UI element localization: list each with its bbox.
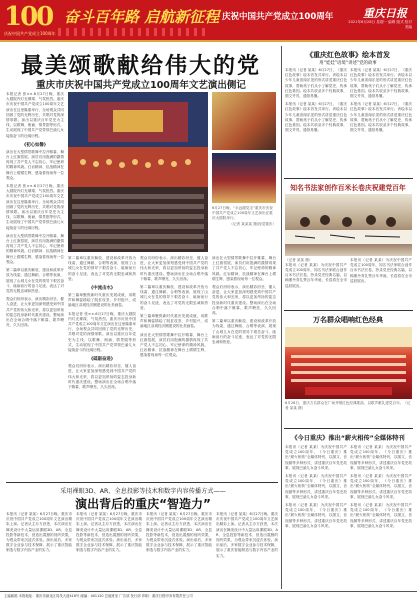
article-text: 第三篇章聚焦新时代重庆发展成就，用歌声和舞姿描绘了脱贫攻坚、乡村振兴、成渝地区双城经济圈建设的壮美画卷。 xyxy=(68,293,136,308)
issue-info: 2021年6月28日 星期一 编辑 版式 校对 美编 xyxy=(348,20,412,29)
bottom-kicker: 采用裸眼3D、AR、全息投影等技术和数字内容传播方式—— xyxy=(60,488,226,495)
article-text: 本报讯（记者 某某）为庆祝中国共产党成立100周年，知名书法家联合创作百米书法长卷，抄录党史经典名篇，以翰墨丹青礼赞百年华诞，长卷将在全市巡回展出。 xyxy=(285,262,347,288)
bottom-column-3 xyxy=(146,512,212,589)
article3-caption-block xyxy=(285,401,412,425)
calligraphy-photo xyxy=(285,194,412,256)
bottom-column-1 xyxy=(6,512,72,589)
chorus-illustration xyxy=(285,327,412,399)
stage-illustration xyxy=(68,92,208,252)
article4-title: 《今日重庆》推出“薪火相传”全媒体特刊 xyxy=(291,435,405,442)
article-text: 本报记者 张××.6月27日晚，重庆大剧院内灯光璀璨、气氛热烈。重庆市庆祝中国共产党成立100周年文艺演出在这里隆重举行，全场观众共同回顾了党的光辉历史，共唱对党的深情颂歌。演出以重庆百年党史为主线，以歌舞、朗诵、情景剧等形式，生动展现了中国共产党带领巴渝儿女接续奋斗的壮阔历程。 xyxy=(6,184,64,230)
photo-credit: （记者 某某 摄） xyxy=(285,258,313,262)
masthead-banner xyxy=(0,0,417,40)
photo-caption: 6月27日晚，“永远跟党走”重庆市庆祝中国共产党成立100周年文艺演出在重庆大剧院举行。 xyxy=(212,206,273,220)
article-text: 演出在大型情景歌舞中拉开帷幕，舞台上红旗招展，演员们用饱满的激情再现了共产党人不忘初心、牢记使命的精神风貌。红岩精神、抗战精神在舞台上熠熠生辉，感染着现场每一位观众。 xyxy=(140,332,208,358)
section-divider xyxy=(284,428,413,429)
article-text: 本报记者 张××.6月27日晚，重庆大剧院内灯光璀璨、气氛热烈。重庆市庆祝中国共产党成立100周年文艺演出在这里隆重举行，全场观众共同回顾了党的光辉历史，共唱对党的深情颂歌。演出以重庆百年党史为主线，以歌舞、朗诵、情景剧等形式，生动展现了中国共产党带领巴渝儿女接续奋斗的壮阔历程。 xyxy=(68,311,136,353)
main-headline: 最美颂歌献给伟大的党 xyxy=(20,53,261,79)
article-text: 本报讯（记者 某某）6月27日，《重庆红色故事》绘本首发式举行。该绘本以少年儿童喜闻乐见的形式讲述重庆红色故事，帮助孩子们从小了解党史、传承红色基因。绘本共收录多个经典故事，图文并茂、通俗易懂。 xyxy=(285,68,347,99)
article-text: 观众们纷纷表示，演出精彩纷呈、催人奋进，让大家更加深刻感受到中国共产党的伟大和光荣，将以更加昂扬的姿态投身新时代重庆建设。整场演出在全场合唱中落下帷幕，歌声嘹亮，久久回荡。 xyxy=(212,285,276,316)
article-text: 观众们纷纷表示，演出精彩纷呈、催人奋进，让大家更加深刻感受到中国共产党的伟大和光荣，将以更加昂扬的姿态投身新时代重庆建设。整场演出在全场合唱中落下帷幕，歌声嘹亮，久久回荡。 xyxy=(68,364,136,390)
article-column-3 xyxy=(140,256,208,478)
article-text: 第二篇章以重庆解放、建设和改革开放为线索，通过舞蹈、合唱等表演，展现了山城儿女在党的领导下艰苦奋斗、砥砺前行的奋斗足迹，表达了对党的无限忠诚和热爱。 xyxy=(6,268,64,293)
article4-column-1 xyxy=(285,445,347,589)
article-text: 本报记者 张××.6月27日晚，重庆大剧院内灯光璀璨、气氛热烈。重庆市庆祝中国共产党成立100周年文艺演出在这里隆重举行，全场观众共同回顾了党的光辉历史，共唱对党的深情颂歌。演出以重庆百年党史为主线，以歌舞、朗诵、情景剧等形式，生动展现了中国共产党带领巴渝儿女接续奋斗的壮阔历程。 xyxy=(6,92,64,138)
section-title: 《砥砺奋进》 xyxy=(88,357,116,363)
article-text: 第二篇章以重庆解放、建设和改革开放为线索，通过舞蹈、合唱等表演，展现了山城儿女在党的领导下艰苦奋斗、砥砺前行的奋斗足迹，表达了对党的无限忠诚和热爱。 xyxy=(212,319,276,345)
article-text: 演出在大型情景歌舞中拉开帷幕，舞台上红旗招展，演员们用饱满的激情再现了共产党人不忘初心、牢记使命的精神风貌。红岩精神、抗战精神在舞台上熠熠生辉，感染着现场每一位观众。 xyxy=(212,256,276,281)
section-divider xyxy=(284,310,413,311)
article-text: 第三篇章聚焦新时代重庆发展成就，用歌声和舞姿描绘了脱贫攻坚、乡村振兴、成渝地区双城经济圈建设的壮美画卷。 xyxy=(140,314,208,329)
section-title: 《初心如磐》 xyxy=(21,142,49,148)
article-text: 本报讯（记者 某某）为庆祝中国共产党成立100周年，《今日重庆》推出“薪火相传”全媒体特刊，以图文、音视频等多种形式，讲述重庆百年党史故事，展现巴渝儿女奋斗风采。 xyxy=(350,445,412,470)
section-title: 《中流击水》 xyxy=(88,286,116,292)
main-subhead: 重庆市庆祝中国共产党成立100周年文艺演出侧记 xyxy=(36,80,246,91)
article-text: 本报讯（记者 某某）6月27日，《重庆红色故事》绘本首发式举行。该绘本以少年儿童喜闻乐见的形式讲述重庆红色故事，帮助孩子们从小了解党史、传承红色基因。绘本共收录多个经典故事，图文并茂、通俗易懂。 xyxy=(350,68,412,99)
article2-column-2 xyxy=(350,258,412,308)
article4-column-2 xyxy=(350,445,412,589)
article1-subtitle: 用“娃娃”语境“讲述”党的故事 xyxy=(319,61,377,66)
article1-title: 《重庆红色故事》绘本首发 xyxy=(306,51,390,59)
logo-subtitle: 庆祝中国共产党成立100周年 xyxy=(4,31,56,36)
article-text: 本报讯（记者 某某）6月27日，《重庆红色故事》绘本首发式举行。该绘本以少年儿童喜闻乐见的形式讲述重庆红色故事，帮助孩子们从小了解党史、传承红色基因。绘本共收录多个经典故事，图文并茂、通俗易懂。 xyxy=(285,102,347,133)
article-column-2 xyxy=(68,256,136,478)
article-text: 本报讯（记者 某某）为庆祝中国共产党成立100周年，《今日重庆》推出“薪火相传”全媒体特刊，以图文、音视频等多种形式，讲述重庆百年党史故事，展现巴渝儿女奋斗风采。 xyxy=(285,474,347,499)
article3-title: 万名群众唱响红色经典 xyxy=(313,316,383,324)
photo-credit: （记者 某某某 摄/视觉重庆） xyxy=(229,222,276,227)
article2-title: 知名书法家创作百米长卷庆祝建党百年 xyxy=(290,184,406,192)
article-text: 本报讯（记者 某某）为庆祝中国共产党成立100周年，《今日重庆》推出“薪火相传”全媒体特刊，以图文、音视频等多种形式，讲述重庆百年党史故事，展现巴渝儿女奋斗风采。 xyxy=(350,503,412,528)
article-text: 本报讯（记者 某某）为庆祝中国共产党成立100周年，《今日重庆》推出“薪火相传”全媒体特刊，以图文、音视频等多种形式，讲述重庆百年党史故事，展现巴渝儿女奋斗风采。 xyxy=(350,474,412,499)
article-text: 第二篇章以重庆解放、建设和改革开放为线索，通过舞蹈、合唱等表演，展现了山城儿女在党的领导下艰苦奋斗、砥砺前行的奋斗足迹，表达了对党的无限忠诚和热爱。 xyxy=(140,285,208,310)
article-text: 观众们纷纷表示，演出精彩纷呈、催人奋进，让大家更加深刻感受到中国共产党的伟大和光荣，将以更加昂扬的姿态投身新时代重庆建设。整场演出在全场合唱中落下帷幕，歌声嘹亮，久久回荡。 xyxy=(6,297,64,328)
photo-caption: 6月26日，重庆万名群众在广场齐唱红色经典歌曲，以歌声献礼建党百年。（记者 某某 摄） xyxy=(285,401,411,410)
photo-caption-block xyxy=(212,206,276,254)
section-divider xyxy=(284,178,413,179)
centenary-logo: 100 xyxy=(4,2,53,32)
article-text: 本报讯（记者 某某）为庆祝中国共产党成立100周年，《今日重庆》推出“薪火相传”全媒体特刊，以图文、音视频等多种形式，讲述重庆百年党史故事，展现巴渝儿女奋斗风采。 xyxy=(285,445,347,470)
masthead-slogan: 奋斗百年路 启航新征程 xyxy=(64,8,220,26)
article-text: 本报讯（记者 某某）6月27日，《重庆红色故事》绘本首发式举行。该绘本以少年儿童喜闻乐见的形式讲述重庆红色故事，帮助孩子们从小了解党史、传承红色基因。绘本共收录多个经典故事，图文并茂、通俗易懂。 xyxy=(350,102,412,133)
article-text: 本报讯（记者 某某）6月27日晚，重庆市庆祝中国共产党成立100周年文艺演出精彩上演。记者从主办方获悉，本次演出在舞美设计中大量运用裸眼3D、AR、全息投影等新技术，营造出震撼的视听效果，为观众带来沉浸式体验。演出前后，多家数字企业参与技术保障，展示了重庆智能制造与数字内容产业的实力。 xyxy=(6,512,72,553)
article-text: 观众们纷纷表示，演出精彩纷呈、催人奋进，让大家更加深刻感受到中国共产党的伟大和光荣，将以更加昂扬的姿态投身新时代重庆建设。整场演出在全场合唱中落下帷幕，歌声嘹亮，久久回荡。 xyxy=(140,256,208,281)
masthead-slogan-sub: 庆祝中国共产党成立100周年 xyxy=(222,12,334,22)
chorus-photo xyxy=(285,327,412,399)
article-text: 本报讯（记者 某某）6月27日晚，重庆市庆祝中国共产党成立100周年文艺演出精彩上演。记者从主办方获悉，本次演出在舞美设计中大量运用裸眼3D、AR、全息投影等新技术，营造出震撼的视听效果，为观众带来沉浸式体验。演出前后，多家数字企业参与技术保障，展示了重庆智能制造与数字内容产业的实力。 xyxy=(216,512,278,558)
dance-photo-small xyxy=(212,153,276,203)
newspaper-name: 重庆日报 xyxy=(363,7,407,20)
article-text: 演出在大型情景歌舞中拉开帷幕，舞台上红旗招展，演员们用饱满的激情再现了共产党人不忘初心、牢记使命的精神风貌。红岩精神、抗战精神在舞台上熠熠生辉，感染着现场每一位观众。 xyxy=(6,233,64,264)
bottom-column-4 xyxy=(216,512,278,589)
article1-column-1 xyxy=(285,68,347,176)
article2-column-1 xyxy=(285,258,347,308)
bottom-column-2 xyxy=(76,512,142,589)
article-column-4 xyxy=(212,256,276,478)
bottom-headline: 演出背后的重庆“智造力” xyxy=(75,497,211,511)
performance-photo xyxy=(68,92,208,252)
masthead-rule xyxy=(0,40,417,42)
page-footer: 主编邮箱 本报地址：重庆市渝北区同茂大道416号 邮编：401120 总值班室 广告部 发行部 印刷：重庆日报印务有限责任公司 xyxy=(0,591,417,600)
column-divider xyxy=(281,46,282,589)
article-text: 本报讯（记者 某某）为庆祝中国共产党成立100周年，《今日重庆》推出“薪火相传”全媒体特刊，以图文、音视频等多种形式，讲述重庆百年党史故事，展现巴渝儿女奋斗风采。 xyxy=(285,503,347,528)
article-column-1 xyxy=(6,92,64,478)
article-text: 第二篇章以重庆解放、建设和改革开放为线索，通过舞蹈、合唱等表演，展现了山城儿女在党的领导下艰苦奋斗、砥砺前行的奋斗足迹，表达了对党的无限忠诚和热爱。 xyxy=(68,256,136,281)
section-divider xyxy=(6,482,278,483)
article-text: 演出在大型情景歌舞中拉开帷幕，舞台上红旗招展，演员们用饱满的激情再现了共产党人不忘初心、牢记使命的精神风貌。红岩精神、抗战精神在舞台上熠熠生辉，感染着现场每一位观众。 xyxy=(6,149,64,180)
decorative-stripe xyxy=(58,28,208,36)
calligraphy-illustration xyxy=(285,194,412,256)
stage-photo-small xyxy=(212,92,276,150)
article-text: 本报讯（记者 某某）为庆祝中国共产党成立100周年，知名书法家联合创作百米书法长卷，抄录党史经典名篇，以翰墨丹青礼赞百年华诞，长卷将在全市巡回展出。 xyxy=(350,258,412,283)
article1-column-2 xyxy=(350,68,412,176)
article-text: 本报讯（记者 某某）6月27日晚，重庆市庆祝中国共产党成立100周年文艺演出精彩上演。记者从主办方获悉，本次演出在舞美设计中大量运用裸眼3D、AR、全息投影等新技术，营造出震撼的视听效果，为观众带来沉浸式体验。演出前后，多家数字企业参与技术保障，展示了重庆智能制造与数字内容产业的实力。 xyxy=(76,512,142,553)
article-text: 本报讯（记者 某某）6月27日晚，重庆市庆祝中国共产党成立100周年文艺演出精彩上演。记者从主办方获悉，本次演出在舞美设计中大量运用裸眼3D、AR、全息投影等新技术，营造出震撼的视听效果，为观众带来沉浸式体验。演出前后，多家数字企业参与技术保障，展示了重庆智能制造与数字内容产业的实力。 xyxy=(146,512,212,553)
